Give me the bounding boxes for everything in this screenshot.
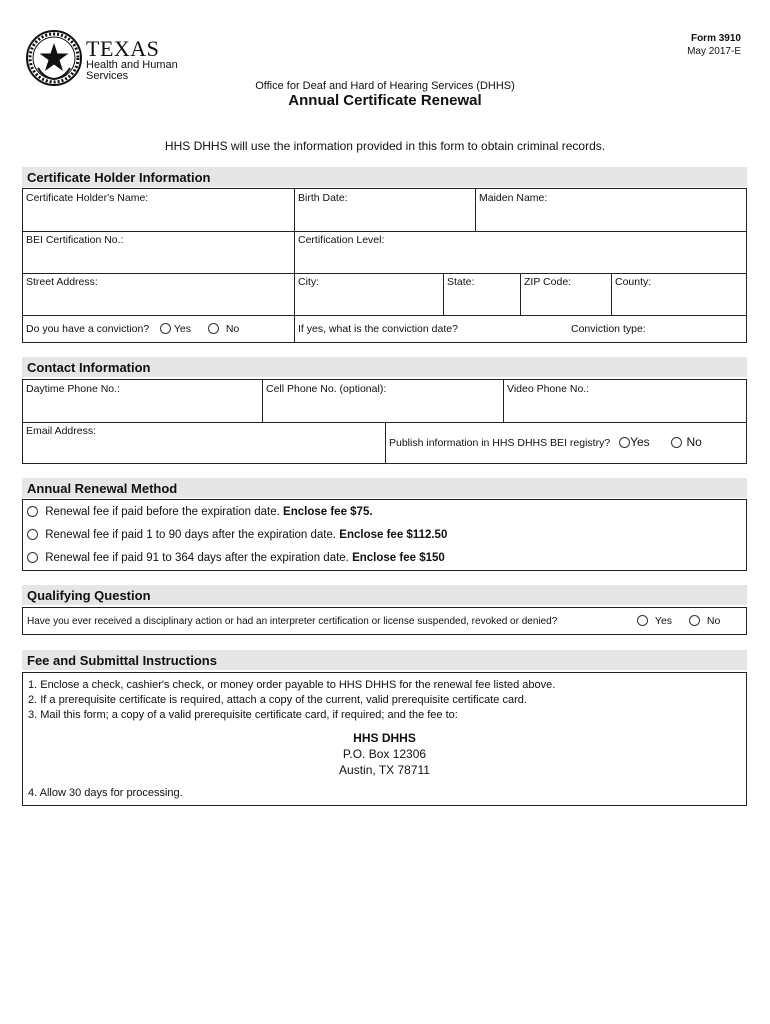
section-heading-fee-instructions: Fee and Submittal Instructions bbox=[22, 650, 747, 670]
instruction-4: 4. Allow 30 days for processing. bbox=[28, 787, 183, 799]
email-field[interactable] bbox=[23, 422, 385, 463]
renewal-option-3-radio[interactable] bbox=[27, 552, 38, 563]
cell-phone-field[interactable] bbox=[263, 380, 503, 422]
mail-address-name: HHS DHHS bbox=[353, 731, 416, 745]
renewal-option-3[interactable] bbox=[27, 552, 445, 564]
logo-subtitle bbox=[86, 60, 178, 82]
certification-level-label: Certification Level: bbox=[298, 234, 385, 246]
zip-code-label: ZIP Code: bbox=[524, 276, 572, 288]
bei-certification-field[interactable] bbox=[23, 231, 294, 273]
publish-yes-label: Yes bbox=[630, 435, 650, 449]
renewal-option-2-fee: Enclose fee $112.50 bbox=[339, 529, 448, 541]
section-heading-certificate-holder: Certificate Holder Information bbox=[22, 167, 747, 187]
section-heading-qualifying: Qualifying Question bbox=[22, 585, 747, 605]
email-label: Email Address: bbox=[26, 425, 97, 437]
renewal-option-1[interactable] bbox=[27, 506, 373, 518]
renewal-option-2-radio[interactable] bbox=[27, 529, 38, 540]
conviction-yes-label: Yes bbox=[173, 323, 191, 335]
renewal-option-1-text: Renewal fee if paid before the expiration date. bbox=[45, 506, 280, 518]
logo-line-2: Services bbox=[86, 70, 129, 82]
maiden-name-field[interactable] bbox=[476, 189, 746, 231]
instruction-1: 1. Enclose a check, cashier's check, or money order payable to HHS DHHS for the renewal fee listed above. bbox=[28, 679, 556, 691]
mail-address-city: Austin, TX 78711 bbox=[339, 763, 430, 777]
birth-date-field[interactable] bbox=[295, 189, 475, 231]
renewal-option-1-radio[interactable] bbox=[27, 506, 38, 517]
criminal-records-notice: HHS DHHS will use the information provided in this form to obtain criminal records. bbox=[164, 139, 606, 153]
logo-line-1: Health and Human bbox=[86, 59, 178, 71]
county-field[interactable] bbox=[612, 273, 746, 315]
renewal-option-3-fee: Enclose fee $150 bbox=[352, 552, 445, 564]
page-title: Annual Certificate Renewal bbox=[288, 92, 482, 109]
publish-no-radio[interactable] bbox=[671, 437, 682, 448]
conviction-type-label: Conviction type: bbox=[571, 323, 646, 335]
fee-instructions-box bbox=[22, 672, 747, 806]
conviction-label: Do you have a conviction? bbox=[26, 323, 150, 335]
publish-registry-label: Publish information in HHS DHHS BEI registry? bbox=[389, 437, 611, 449]
section-heading-renewal-method: Annual Renewal Method bbox=[22, 478, 747, 498]
certification-level-field[interactable] bbox=[295, 231, 746, 273]
logo-texas-text: TEXAS bbox=[86, 36, 160, 61]
conviction-type-field[interactable] bbox=[568, 316, 746, 343]
form-date: May 2017-E bbox=[687, 46, 741, 57]
instruction-3: 3. Mail this form; a copy of a valid prerequisite certificate card, if required; and the fee to: bbox=[28, 709, 458, 721]
city-field[interactable] bbox=[295, 273, 443, 315]
renewal-option-2[interactable] bbox=[27, 529, 447, 541]
daytime-phone-label: Daytime Phone No.: bbox=[26, 383, 120, 395]
section-heading-contact: Contact Information bbox=[22, 357, 747, 377]
qualifying-no-label: No bbox=[706, 615, 721, 627]
maiden-name-label: Maiden Name: bbox=[479, 192, 548, 204]
texas-seal-logo bbox=[26, 30, 82, 86]
certificate-holder-table bbox=[22, 188, 747, 343]
publish-registry-question bbox=[386, 422, 746, 463]
birth-date-label: Birth Date: bbox=[298, 192, 348, 204]
holder-name-field[interactable] bbox=[23, 189, 294, 231]
conviction-no-radio[interactable] bbox=[208, 323, 219, 334]
publish-no-label: No bbox=[686, 435, 702, 449]
street-address-label: Street Address: bbox=[26, 276, 98, 288]
qualifying-yes-label: Yes bbox=[654, 615, 673, 627]
qualifying-no-radio[interactable] bbox=[689, 615, 700, 626]
conviction-date-field[interactable] bbox=[295, 316, 565, 343]
county-label: County: bbox=[615, 276, 652, 288]
daytime-phone-field[interactable] bbox=[23, 380, 262, 422]
office-name: Office for Deaf and Hard of Hearing Services (DHHS) bbox=[255, 80, 515, 92]
zip-code-field[interactable] bbox=[521, 273, 611, 315]
qualifying-yes-radio[interactable] bbox=[637, 615, 648, 626]
state-field[interactable] bbox=[444, 273, 520, 315]
qualifying-question-box bbox=[22, 607, 747, 635]
renewal-option-2-text: Renewal fee if paid 1 to 90 days after the expiration date. bbox=[45, 529, 337, 541]
conviction-date-label: If yes, what is the conviction date? bbox=[298, 323, 458, 335]
bei-certification-label: BEI Certification No.: bbox=[26, 234, 124, 246]
form-number: Form 3910 bbox=[690, 33, 741, 44]
renewal-option-1-fee: Enclose fee $75. bbox=[283, 506, 373, 518]
instruction-2: 2. If a prerequisite certificate is required, attach a copy of the current, valid prerequisite certificate card. bbox=[28, 694, 527, 706]
cell-phone-label: Cell Phone No. (optional): bbox=[266, 383, 387, 395]
conviction-yes-radio[interactable] bbox=[160, 323, 171, 334]
qualifying-question-text: Have you ever received a disciplinary action or had an interpreter certification or license suspended, revoked or denied? bbox=[27, 616, 558, 627]
mail-address-box: P.O. Box 12306 bbox=[342, 747, 427, 761]
qualifying-answer bbox=[637, 615, 720, 627]
street-address-field[interactable] bbox=[23, 273, 294, 315]
holder-name-label: Certificate Holder's Name: bbox=[26, 192, 149, 204]
contact-table bbox=[22, 379, 747, 464]
conviction-question bbox=[23, 316, 294, 343]
video-phone-field[interactable] bbox=[504, 380, 746, 422]
video-phone-label: Video Phone No.: bbox=[507, 383, 590, 395]
renewal-option-3-text: Renewal fee if paid 91 to 364 days after the expiration date. bbox=[45, 552, 349, 564]
renewal-method-box bbox=[22, 499, 747, 571]
city-label: City: bbox=[298, 276, 319, 288]
conviction-no-label: No bbox=[225, 323, 240, 335]
state-label: State: bbox=[447, 276, 475, 288]
publish-yes-radio[interactable] bbox=[619, 437, 630, 448]
